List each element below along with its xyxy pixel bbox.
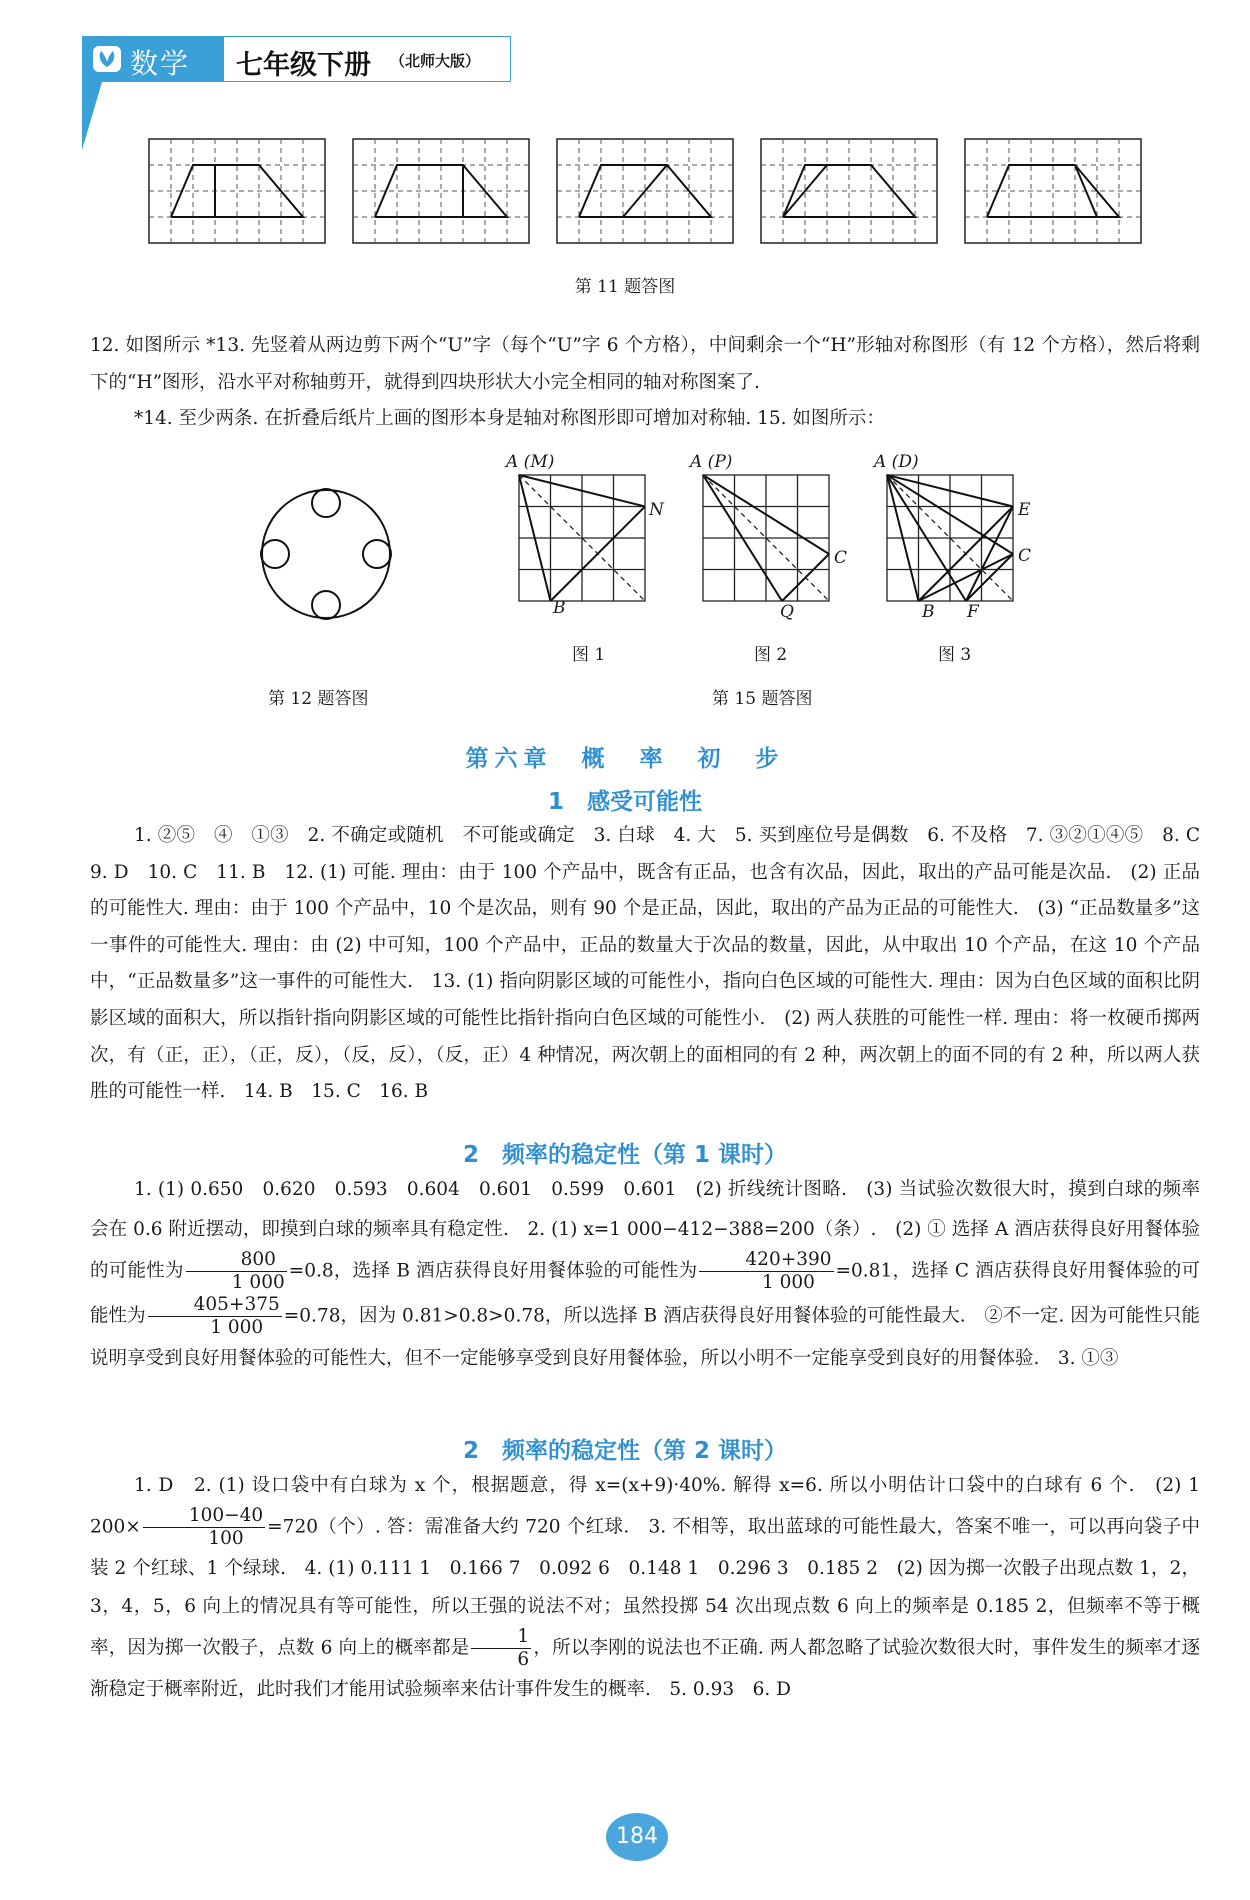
leaf-icon xyxy=(92,45,122,73)
fig15-caption: 第 15 题答图 xyxy=(712,689,813,709)
section-2b-text-2: =720（个）. 答：需准备大约 720 个红球. 3. 不相等，取出蓝球的可能性最大，答案不唯一，可以再向袋子中装 2 个红球、1 个绿球. 4. (1) 0.111 1 0.166 7 0.092 6 0.148 1 0.296 3 0.185 2 (2) 因为掷一次骰子出现点数 1，2，3，4，5，6 向上的情况具有等可能性，所以王强的说法不对；虽然投掷 54 次出现点数 6 向上的频率是 0.185 2，但频率不等于概率，因为掷一次骰子，点数 6 向上的概率都是 xyxy=(90,1516,1200,1659)
fig15-3-label-b: B xyxy=(922,602,935,622)
fraction-e: $\frac{1}{6}$ xyxy=(471,1626,531,1671)
fig15-3-label-e: E xyxy=(1018,500,1031,520)
fig12-circles xyxy=(258,486,394,622)
fig15-1-caption: 图 1 xyxy=(572,645,606,665)
grade-label: 七年级下册 xyxy=(236,50,371,81)
section-2b-answers xyxy=(90,1467,1200,1709)
grade-box xyxy=(224,36,511,82)
fraction-a: $\frac{800}{1 000}$ xyxy=(186,1249,287,1294)
section-2b-text-3: ，所以李刚的说法也不正确. 两人都忽略了试验次数很大时，事件发生的频率才逐渐稳定于概率附近，此时我们才能用试验频率来估计事件发生的概率. 5. 0.93 6. D xyxy=(90,1637,1200,1700)
section-2b-title: 2 频率的稳定性（第 2 课时） xyxy=(462,1438,788,1464)
fig15-1-label-n: N xyxy=(649,500,664,520)
fraction-d: $\frac{100-40}{100}$ xyxy=(143,1505,265,1550)
section-1-text: 1. ②⑤ ④ ①③ 2. 不确定或随机 不可能或确定 3. 白球 4. 大 5. 买到座位号是偶数 6. 不及格 7. ③②①④⑤ 8. C 9. D 10. C 11. B 12. (1) 可能. 理由：由于 100 个产品中，既含有正品，也含有次品，因此，取出的产品可能是次品. (2) 正品的可能性大. 理由：由于 100 个产品中，10 个是次品，则有 90 个是正品，因此，取出的产品为正品的可能性大. (3) “正品数量多”这一事件的可能性大. 理由：由 (2) 中可知，100 个产品中，正品的数量大于次品的数量，因此，从中取出 10 个产品，在这 10 个产品中，“正品数量多”这一事件的可能性大. 13. (1) 指向阴影区域的可能性小，指向白色区域的可能性大. 理由：因为白色区域的面积比阴影区域的面积大，所以指针指向阴影区域的可能性比指针指向白色区域的可能性小. (2) 两人获胜的可能性一样. 理由：将一枚硬币掷两次，有（正，正），（正，反），（反，反），（反，正）4 种情况，两次朝上的面相同的有 2 种，两次朝上的面不同的有 2 种，所以两人获胜的可能性一样. 14. B 15. C 16. B xyxy=(90,825,1219,1103)
section-2a-title: 2 频率的稳定性（第 1 课时） xyxy=(462,1142,788,1168)
page-number: 184 xyxy=(606,1813,668,1861)
fig15-2-label-q: Q xyxy=(780,602,794,622)
fig15-grid-1 xyxy=(518,474,646,602)
fig15-3-label-c: C xyxy=(1018,546,1032,566)
fig15-3-corner: A (D) xyxy=(874,452,919,472)
header-banner xyxy=(82,36,512,82)
chapter-title: 第六章 概 率 初 步 xyxy=(465,746,785,772)
section-2a-answers xyxy=(90,1170,1200,1379)
section-2a-text-3: =0.81，选择 C 酒店获得良好用餐体验的可能性为 xyxy=(90,1260,1200,1327)
fig11-panel-3 xyxy=(556,138,734,244)
answers-12-15 xyxy=(90,328,1200,438)
fig11-panel-2 xyxy=(352,138,530,244)
fig15-2-corner: A (P) xyxy=(690,452,733,472)
fig15-3-caption: 图 3 xyxy=(938,645,972,665)
answers-12-13: 12. 如图所示 *13. 先竖着从两边剪下两个“U”字（每个“U”字 6 个方格），中间剩余一个“H”形轴对称图形（有 12 个方格），然后将剩下的“H”图形，沿水平对称轴剪开，就得到四块形状大小完全相同的轴对称图案了. xyxy=(90,335,1200,393)
section-2b-text-1: 1. D 2. (1) 设口袋中有白球为 x 个，根据题意，得 x=(x+9)·40%. 解得 x=6. 所以小明估计口袋中的白球有 6 个. (2) 1 200× xyxy=(90,1475,1200,1538)
fig11-panel-4 xyxy=(760,138,938,244)
edition-label: （北师大版） xyxy=(390,52,481,70)
subject-label: 数学 xyxy=(130,47,191,80)
fig11-caption: 第 11 题答图 xyxy=(574,277,676,297)
section-1-answers xyxy=(90,818,1219,1111)
fig15-2-caption: 图 2 xyxy=(754,645,788,665)
fig15-1-corner: A (M) xyxy=(506,452,555,472)
fig11-panel-1 xyxy=(148,138,326,244)
fraction-c: $\frac{405+375}{1 000}$ xyxy=(148,1294,282,1339)
section-2a-text-4: =0.78，因为 0.81>0.8>0.78，所以选择 B 酒店获得良好用餐体验的可能性最大. ②不一定. 因为可能性只能说明享受到良好用餐体验的可能性大，但不一定能够享受到良好用餐体验，所以小明不一定能享受到良好的用餐体验. 3. ①③ xyxy=(90,1305,1200,1369)
subject-tab xyxy=(82,36,224,82)
fig15-1-label-b: B xyxy=(553,598,566,618)
section-1-title: 1 感受可能性 xyxy=(547,789,702,815)
fig11-panel-5 xyxy=(964,138,1142,244)
answers-14-15: *14. 至少两条. 在折叠后纸片上画的图形本身是轴对称图形即可增加对称轴. 15. 如图所示： xyxy=(134,408,885,430)
fig15-grid-2 xyxy=(702,474,830,602)
banner-tail xyxy=(82,82,102,150)
fig15-3-label-f: F xyxy=(967,602,979,622)
fig15-2-label-c: C xyxy=(834,548,848,568)
fig15-grid-3 xyxy=(886,474,1014,602)
section-2a-text-2: =0.8，选择 B 酒店获得良好用餐体验的可能性为 xyxy=(288,1260,698,1282)
section-2a-text-1: 1. (1) 0.650 0.620 0.593 0.604 0.601 0.599 0.601 (2) 折线统计图略. (3) 当试验次数很大时，摸到白球的频率会在 0.6 附近摆动，即摸到白球的频率具有稳定性. 2. (1) x=1 000−412−388=200（条）. (2) ① 选择 A 酒店获得良好用餐体验的可能性为 xyxy=(90,1179,1200,1282)
fraction-b: $\frac{420+390}{1 000}$ xyxy=(699,1249,833,1294)
fig12-caption: 第 12 题答图 xyxy=(268,689,369,709)
